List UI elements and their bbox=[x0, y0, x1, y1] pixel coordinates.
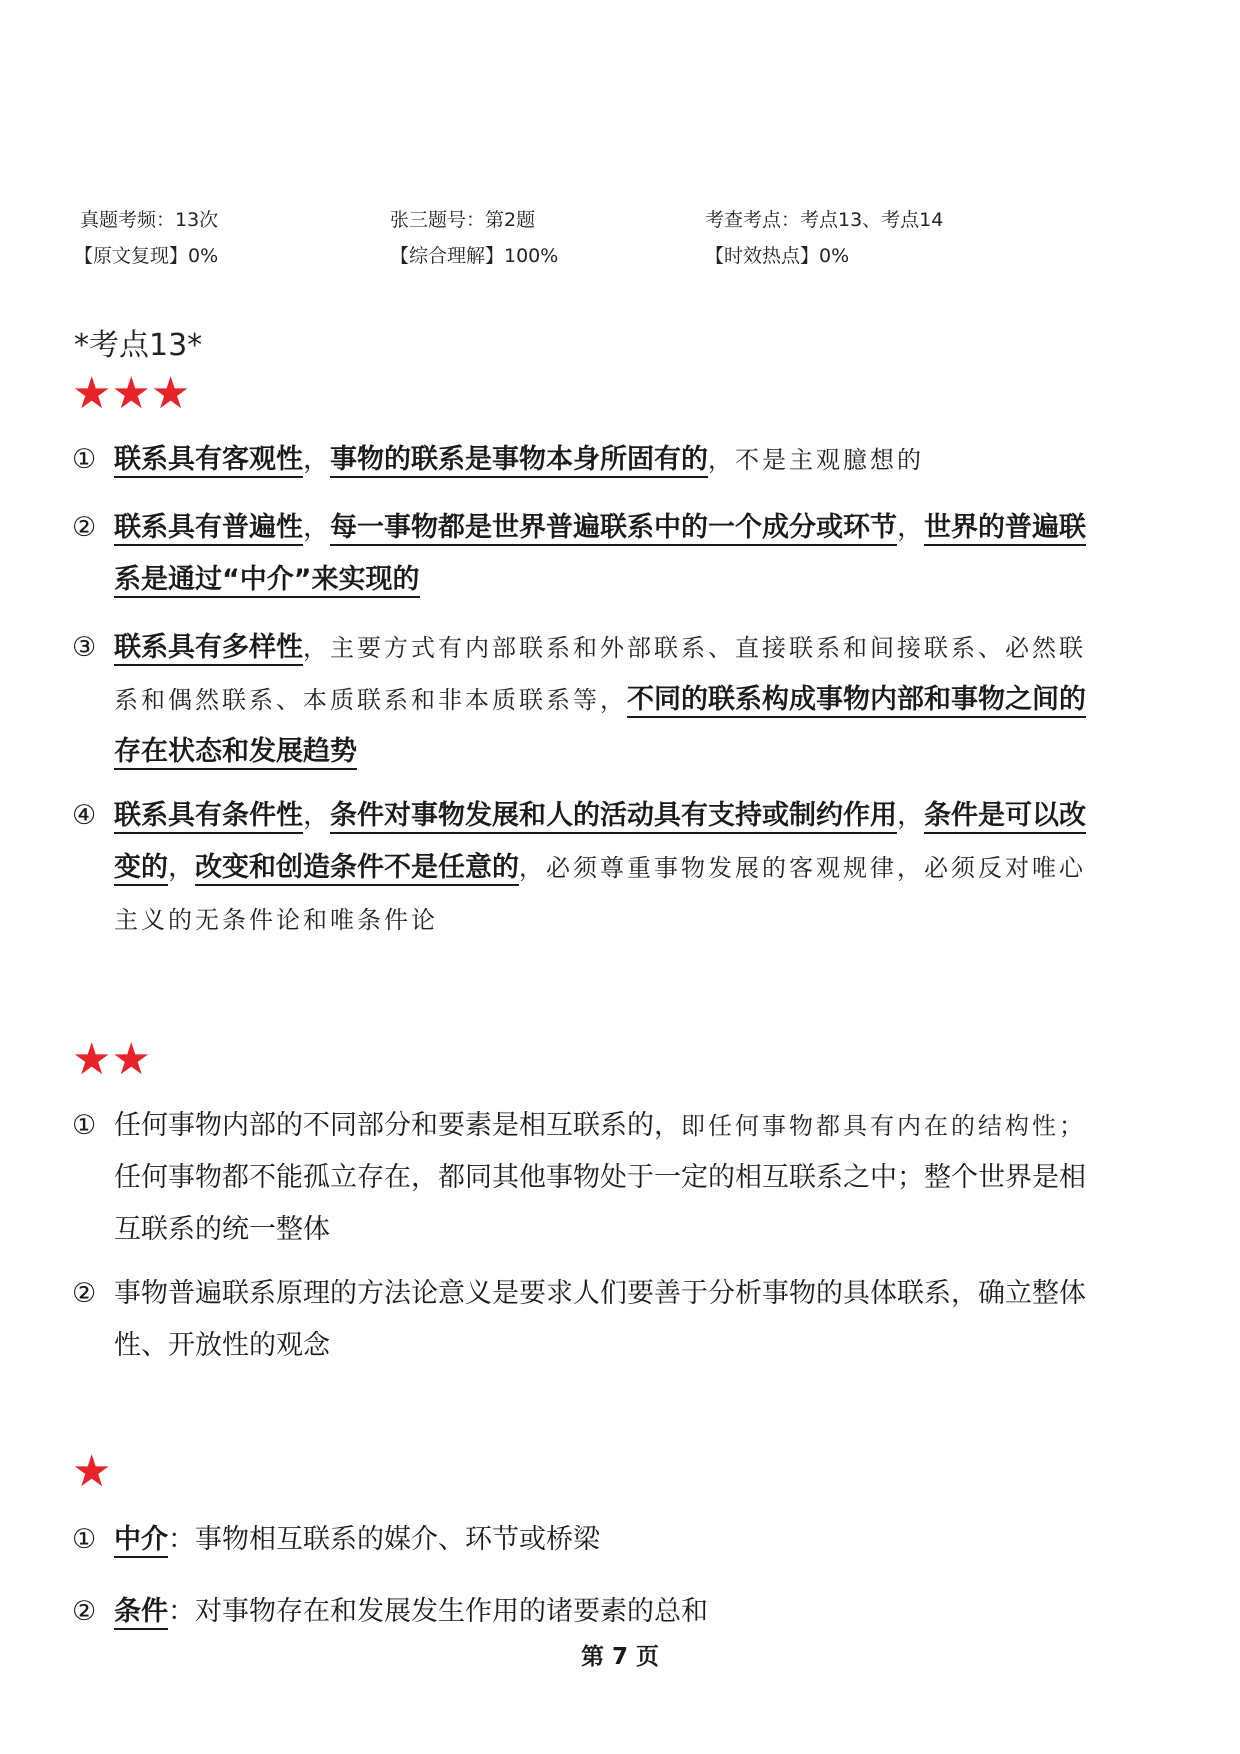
key-phrase: 条件对事物发展和人的活动具有支持或制约作用 bbox=[330, 800, 897, 834]
explanation-text: ，必须尊重事物发展的客观规律，必须反对唯心 bbox=[519, 854, 1086, 882]
explanation-text: 即任何事物都具有内在的结构性； bbox=[681, 1112, 1086, 1140]
key-phrase: 联系具有条件性 bbox=[114, 800, 303, 834]
meta-points: 考查考点：考点13、考点14 bbox=[705, 208, 944, 231]
item-number: ④ bbox=[72, 800, 97, 831]
key-phrase: 条件是可以改 bbox=[924, 800, 1086, 834]
explanation-text: ，主要方式有内部联系和外部联系、直接联系和间接联系、必然联 bbox=[303, 634, 1086, 662]
three-star-item-2 bbox=[72, 502, 1172, 606]
page-number: 第 7 页 bbox=[580, 1644, 660, 1670]
body-text: 性、开放性的观念 bbox=[114, 1330, 330, 1361]
explanation-text: ，不是主观臆想的 bbox=[708, 446, 924, 474]
punct: ， bbox=[897, 512, 924, 543]
one-star-item-1 bbox=[72, 1514, 1172, 1566]
meta-recall: 【原文复现】0% bbox=[74, 244, 219, 267]
item-number: ② bbox=[72, 1596, 97, 1627]
three-star-item-1 bbox=[72, 434, 1172, 486]
punct: ， bbox=[303, 800, 330, 831]
meta-hot: 【时效热点】0% bbox=[705, 244, 850, 267]
section-title: *考点13* bbox=[74, 328, 203, 363]
three-star-rating: ★★★ bbox=[72, 368, 191, 419]
body-text: 事物普遍联系原理的方法论意义是要求人们要善于分析事物的具体联系，确立整体 bbox=[114, 1278, 1086, 1309]
meta-question-no: 张三题号：第2题 bbox=[390, 208, 536, 231]
two-star-item-1 bbox=[72, 1100, 1172, 1256]
meta-comprehensive: 【综合理解】100% bbox=[390, 244, 559, 267]
definition: ：对事物存在和发展发生作用的诸要素的总和 bbox=[168, 1596, 708, 1627]
meta-row-2 bbox=[74, 236, 1180, 272]
key-phrase: 事物的联系是事物本身所固有的 bbox=[330, 444, 708, 478]
key-phrase: 系是通过“中介”来实现的 bbox=[114, 564, 420, 598]
meta-block bbox=[74, 200, 1180, 272]
explanation-text: 系和偶然联系、本质联系和非本质联系等， bbox=[114, 686, 627, 714]
key-phrase: 存在状态和发展趋势 bbox=[114, 736, 357, 770]
key-phrase: 不同的联系构成事物内部和事物之间的 bbox=[627, 684, 1086, 718]
key-phrase: 变的 bbox=[114, 852, 168, 886]
two-star-rating: ★★ bbox=[72, 1034, 151, 1085]
item-number: ① bbox=[72, 1110, 97, 1141]
item-number: ② bbox=[72, 1278, 97, 1309]
item-number: ① bbox=[72, 444, 97, 475]
three-star-item-3 bbox=[72, 622, 1172, 778]
punct: ， bbox=[303, 444, 330, 475]
explanation-text: 主义的无条件论和唯条件论 bbox=[114, 906, 438, 934]
one-star-item-2 bbox=[72, 1586, 1172, 1638]
body-text: 任何事物都不能孤立存在，都同其他事物处于一定的相互联系之中；整个世界是相 bbox=[114, 1162, 1086, 1193]
key-phrase: 改变和创造条件不是任意的 bbox=[195, 852, 519, 886]
key-phrase: 世界的普遍联 bbox=[924, 512, 1086, 546]
three-star-item-4 bbox=[72, 790, 1172, 946]
meta-frequency: 真题考频：13次 bbox=[80, 208, 219, 231]
two-star-item-2 bbox=[72, 1268, 1172, 1372]
term: 中介 bbox=[114, 1524, 168, 1558]
body-text: 任何事物内部的不同部分和要素是相互联系的， bbox=[114, 1110, 681, 1141]
punct: ， bbox=[897, 800, 924, 831]
item-number: ③ bbox=[72, 632, 97, 663]
item-number: ① bbox=[72, 1524, 97, 1555]
item-number: ② bbox=[72, 512, 97, 543]
one-star-rating: ★ bbox=[72, 1446, 112, 1497]
punct: ， bbox=[303, 512, 330, 543]
meta-row-1 bbox=[80, 200, 1180, 236]
key-phrase: 联系具有多样性 bbox=[114, 632, 303, 666]
definition: ：事物相互联系的媒介、环节或桥梁 bbox=[168, 1524, 600, 1555]
term: 条件 bbox=[114, 1596, 168, 1630]
punct: ， bbox=[168, 852, 195, 883]
key-phrase: 每一事物都是世界普遍联系中的一个成分或环节 bbox=[330, 512, 897, 546]
body-text: 互联系的统一整体 bbox=[114, 1214, 330, 1245]
key-phrase: 联系具有客观性 bbox=[114, 444, 303, 478]
key-phrase: 联系具有普遍性 bbox=[114, 512, 303, 546]
